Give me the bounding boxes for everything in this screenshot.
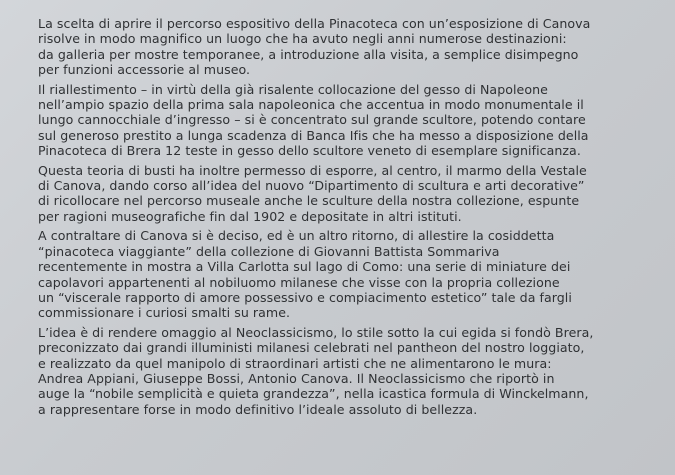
text-line: un “viscerale rapporto di amore possessivo e compiacimento estetico” tale da fargli — [38, 289, 572, 305]
paragraph-4 — [38, 228, 670, 320]
text-line: capolavori appartenenti al nobiluomo milanese che visse con la propria collezione — [38, 274, 560, 290]
text-line: commissionare i curiosi smalti su rame. — [38, 305, 291, 321]
text-line: di Canova, dando corso all’idea del nuovo “Dipartimento di scultura e arti decorative” — [38, 178, 585, 194]
text-line: e realizzato da quel manipolo di straordinari artisti che ne alimentarono le mura: — [38, 355, 552, 371]
paragraph-5 — [38, 325, 670, 417]
text-line: a rappresentare forse in modo definitivo l’ideale assoluto di bellezza. — [38, 401, 478, 417]
text-line: sul generoso prestito a lunga scadenza di Banca Ifis che ha messo a disposizione della — [38, 127, 589, 143]
text-line: da galleria per mostre temporanee, a introduzione alla visita, a semplice disimpegno — [38, 46, 579, 62]
text-line: La scelta di aprire il percorso espositivo della Pinacoteca con un’esposizione di Canova — [38, 16, 591, 31]
text-line: auge la “nobile semplicità e quieta grandezza”, nella icastica formula di Winckelmann, — [38, 386, 589, 402]
text-line: per ragioni museografiche fin dal 1902 e depositate in altri istituti. — [38, 208, 462, 224]
text-line: Andrea Appiani, Giuseppe Bossi, Antonio Canova. Il Neoclassicismo che riportò in — [38, 370, 555, 386]
text-line: “pinacoteca viaggiante” della collezione di Giovanni Battista Sommariva — [38, 243, 500, 259]
text-line: A contraltare di Canova si è deciso, ed è un altro ritorno, di allestire la cosiddetta — [38, 228, 555, 244]
text-line: nell’ampio spazio della prima sala napoleonica che accentua in modo monumentale il — [38, 97, 584, 113]
text-line: per funzioni accessorie al museo. — [38, 62, 251, 78]
paragraph-1 — [38, 16, 670, 78]
text-line: L’idea è di rendere omaggio al Neoclassicismo, lo stile sotto la cui egida si fondò Brera, — [38, 324, 594, 340]
text-line: Il riallestimento – in virtù della già risalente collocazione del gesso di Napoleone — [38, 81, 548, 97]
text-line: preconizzato dai grandi illuministi milanesi celebrati nel pantheon del nostro loggiato, — [38, 340, 585, 356]
text-line: Questa teoria di busti ha inoltre permesso di esporre, al centro, il marmo della Vestale — [38, 162, 587, 178]
text-line: risolve in modo magnifico un luogo che ha avuto negli anni numerose destinazioni: — [38, 31, 567, 47]
text-line: recentemente in mostra a Villa Carlotta sul lago di Como: una serie di miniature dei — [38, 259, 571, 275]
text-line: di ricollocare nel percorso museale anche le sculture della nostra collezione, espunte — [38, 193, 580, 209]
text-line: Pinacoteca di Brera 12 teste in gesso dello scultore veneto di esemplare significanza. — [38, 143, 581, 159]
text-line: lungo cannocchiale d’ingresso – si è concentrato sul grande scultore, potendo contare — [38, 112, 586, 128]
panel-text — [38, 16, 670, 421]
paragraph-3 — [38, 163, 670, 225]
paragraph-2 — [38, 82, 670, 159]
